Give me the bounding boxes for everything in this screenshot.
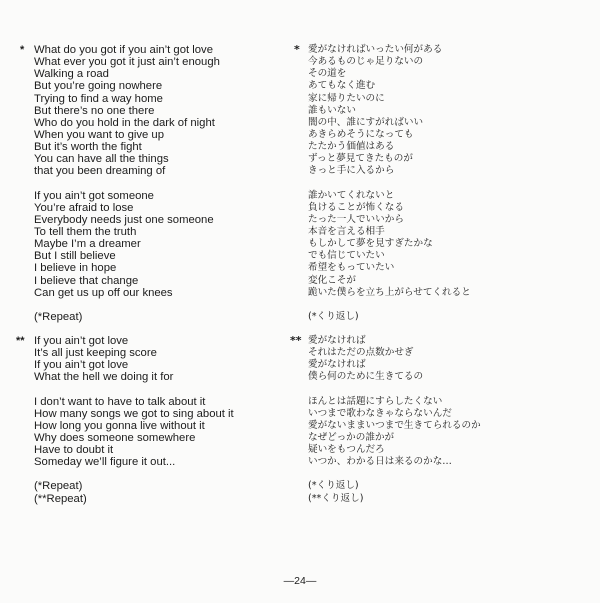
lyric-text: (*くり返し) bbox=[308, 310, 359, 322]
lyric-line bbox=[20, 250, 290, 262]
lyric-text: I don’t want to have to talk about it bbox=[34, 395, 206, 408]
lyric-text: 愛がないままいつまで生きてられるのか bbox=[308, 419, 481, 431]
repeat-marker: ** bbox=[16, 334, 25, 347]
lyric-line bbox=[20, 408, 290, 420]
lyric-text: (*Repeat) bbox=[34, 480, 83, 493]
lyric-text: (**Repeat) bbox=[34, 492, 87, 505]
lyric-line bbox=[20, 165, 290, 177]
lyric-line bbox=[20, 480, 290, 492]
lyric-line bbox=[20, 80, 290, 92]
lyric-line bbox=[292, 456, 592, 468]
lyric-line bbox=[292, 335, 592, 347]
lyric-line bbox=[20, 396, 290, 408]
lyric-line bbox=[292, 408, 592, 420]
lyric-text: that you been dreaming of bbox=[34, 165, 166, 178]
lyric-text: Have to doubt it bbox=[34, 444, 114, 457]
lyric-text: いつか、わかる日は来るのかな… bbox=[308, 456, 452, 468]
lyric-line bbox=[20, 456, 290, 468]
lyric-text: If you ain’t got love bbox=[34, 359, 129, 372]
lyric-line bbox=[20, 226, 290, 238]
lyric-line bbox=[20, 56, 290, 68]
lyrics-stanza bbox=[20, 311, 290, 323]
lyric-text: But it’s worth the fight bbox=[34, 141, 142, 154]
lyric-line bbox=[292, 347, 592, 359]
lyric-text: 疑いをもつんだろ bbox=[308, 444, 385, 456]
lyric-text: (*Repeat) bbox=[34, 310, 83, 323]
lyric-line bbox=[20, 371, 290, 383]
lyric-text: 愛がなければ bbox=[308, 334, 366, 346]
lyric-text: Trying to find a way home bbox=[34, 92, 163, 105]
lyrics-stanza bbox=[292, 396, 592, 469]
lyric-line bbox=[292, 371, 592, 383]
lyric-line bbox=[20, 311, 290, 323]
lyrics-stanza bbox=[292, 480, 592, 504]
lyric-text: いつまで歌わなきゃならないんだ bbox=[308, 407, 452, 419]
lyric-line bbox=[16, 334, 290, 347]
japanese-lyrics-column bbox=[292, 44, 592, 517]
lyric-text: What ever you got it just ain’t enough bbox=[34, 56, 220, 69]
lyric-line bbox=[20, 93, 290, 105]
repeat-marker: * bbox=[20, 44, 25, 56]
lyric-text: You can have all the things bbox=[34, 153, 169, 166]
lyrics-stanza bbox=[292, 190, 592, 299]
lyric-text: Why does someone somewhere bbox=[34, 431, 196, 444]
lyric-line bbox=[20, 68, 290, 80]
lyric-text: Walking a road bbox=[34, 68, 109, 81]
lyric-text: たった一人でいいから bbox=[308, 213, 404, 225]
lyric-line bbox=[292, 444, 592, 456]
lyric-text: きっと手に入るから bbox=[308, 165, 395, 177]
lyric-text: 負けることが怖くなる bbox=[308, 201, 404, 213]
lyric-text: Who do you hold in the dark of night bbox=[34, 116, 215, 129]
lyric-text: あてもなく進む bbox=[308, 80, 376, 92]
lyric-line bbox=[292, 93, 592, 105]
lyric-text: How long you gonna live without it bbox=[34, 419, 205, 432]
lyric-line bbox=[292, 56, 592, 68]
lyric-line bbox=[292, 68, 592, 80]
lyric-line bbox=[292, 432, 592, 444]
lyric-text: To tell them the truth bbox=[34, 225, 137, 238]
lyric-text: 跪いた僕らを立ち上がらせてくれると bbox=[308, 286, 471, 298]
lyric-line bbox=[20, 432, 290, 444]
lyric-line bbox=[292, 359, 592, 371]
lyric-text: 闇の中、誰にすがればいい bbox=[308, 116, 424, 128]
lyric-line bbox=[292, 226, 592, 238]
lyric-text: (**くり返し) bbox=[308, 492, 364, 504]
lyric-line bbox=[20, 444, 290, 456]
lyric-line bbox=[20, 129, 290, 141]
lyric-line bbox=[292, 165, 592, 177]
lyric-line bbox=[20, 262, 290, 274]
lyric-text: 今あるものじゃ足りないの bbox=[308, 56, 424, 68]
lyric-text: Everybody needs just one someone bbox=[34, 213, 214, 226]
lyric-text: なぜどっかの誰かが bbox=[308, 431, 395, 443]
lyric-text: ずっと夢見てきたものが bbox=[308, 153, 413, 165]
lyric-line bbox=[20, 493, 290, 505]
lyric-text: But I still believe bbox=[34, 250, 116, 263]
lyrics-stanza bbox=[20, 44, 290, 178]
repeat-marker: * bbox=[294, 43, 300, 56]
lyric-line bbox=[292, 141, 592, 153]
lyric-text: たたかう価値はある bbox=[308, 141, 395, 153]
lyrics-stanza bbox=[292, 44, 592, 178]
lyric-line bbox=[20, 141, 290, 153]
english-lyrics-column bbox=[16, 44, 290, 517]
lyric-line bbox=[292, 396, 592, 408]
repeat-marker: ** bbox=[290, 333, 302, 347]
lyric-line bbox=[20, 275, 290, 287]
lyric-text: 僕ら何のために生きてるの bbox=[308, 371, 424, 383]
lyric-text: 本音を言える相手 bbox=[308, 225, 385, 237]
lyric-text: 希望をもっていたい bbox=[308, 262, 395, 274]
lyric-text: Maybe I’m a dreamer bbox=[34, 238, 141, 251]
lyric-text: If you ain’t got love bbox=[34, 334, 129, 347]
lyric-line bbox=[20, 105, 290, 117]
lyric-text: What the hell we doing it for bbox=[34, 371, 174, 384]
lyric-line bbox=[292, 129, 592, 141]
lyric-line bbox=[292, 493, 592, 505]
lyric-text: You’re afraid to lose bbox=[34, 201, 134, 214]
lyric-line bbox=[20, 153, 290, 165]
lyric-line bbox=[20, 44, 290, 56]
lyric-line bbox=[20, 202, 290, 214]
lyric-line bbox=[292, 44, 592, 56]
lyrics-stanza bbox=[20, 396, 290, 469]
lyric-line bbox=[20, 214, 290, 226]
lyric-line bbox=[20, 359, 290, 371]
lyric-text: But you’re going nowhere bbox=[34, 80, 163, 93]
lyric-text: Someday we’ll figure it out... bbox=[34, 456, 176, 469]
lyric-line bbox=[20, 287, 290, 299]
lyric-line bbox=[292, 311, 592, 323]
lyric-text: But there’s no one there bbox=[34, 104, 155, 117]
lyric-line bbox=[20, 347, 290, 359]
lyric-text: When you want to give up bbox=[34, 128, 164, 141]
lyric-text: もしかして夢を見すぎたかな bbox=[308, 238, 433, 250]
lyric-text: I believe in hope bbox=[34, 262, 117, 275]
lyric-line bbox=[292, 105, 592, 117]
lyric-line bbox=[292, 262, 592, 274]
lyric-line bbox=[20, 238, 290, 250]
lyric-text: 変化こそが bbox=[308, 274, 356, 286]
lyric-line bbox=[292, 214, 592, 226]
lyric-line bbox=[292, 480, 592, 492]
lyric-text: あきらめそうになっても bbox=[308, 128, 414, 140]
lyric-text: 誰かいてくれないと bbox=[308, 189, 395, 201]
lyric-text: 誰もいない bbox=[308, 104, 356, 116]
lyric-text: How many songs we got to sing about it bbox=[34, 407, 234, 420]
lyric-text: Can get us up off our knees bbox=[34, 286, 173, 299]
lyrics-stanza bbox=[20, 480, 290, 504]
lyric-line bbox=[292, 275, 592, 287]
lyrics-stanza bbox=[292, 335, 592, 384]
lyric-text: その道を bbox=[308, 68, 347, 80]
lyric-line bbox=[20, 117, 290, 129]
lyrics-stanza bbox=[16, 334, 290, 384]
lyric-line bbox=[292, 250, 592, 262]
lyric-line bbox=[292, 190, 592, 202]
lyric-line bbox=[292, 202, 592, 214]
lyric-text: (*くり返し) bbox=[308, 480, 359, 492]
lyric-line bbox=[292, 153, 592, 165]
lyric-line bbox=[20, 190, 290, 202]
lyrics-stanza bbox=[20, 190, 290, 299]
lyric-text: What do you got if you ain’t got love bbox=[34, 44, 213, 56]
lyric-text: It’s all just keeping score bbox=[34, 347, 157, 360]
lyric-line bbox=[292, 80, 592, 92]
lyric-line bbox=[20, 420, 290, 432]
lyric-line bbox=[292, 420, 592, 432]
lyric-line bbox=[292, 238, 592, 250]
lyric-line bbox=[292, 117, 592, 129]
lyric-text: 愛がなければいったい何がある bbox=[308, 44, 443, 55]
lyrics-stanza bbox=[292, 311, 592, 323]
lyric-text: ほんとは話題にすらしたくない bbox=[308, 395, 443, 407]
lyric-text: それはただの点数かせぎ bbox=[308, 347, 414, 359]
page-number: —24— bbox=[283, 575, 317, 587]
lyric-text: If you ain’t got someone bbox=[34, 189, 154, 202]
lyric-text: 愛がなければ bbox=[308, 359, 366, 371]
lyric-text: 家に帰りたいのに bbox=[308, 92, 385, 104]
lyric-line bbox=[292, 287, 592, 299]
lyric-text: I believe that change bbox=[34, 274, 139, 287]
lyric-text: でも信じていたい bbox=[308, 250, 385, 262]
